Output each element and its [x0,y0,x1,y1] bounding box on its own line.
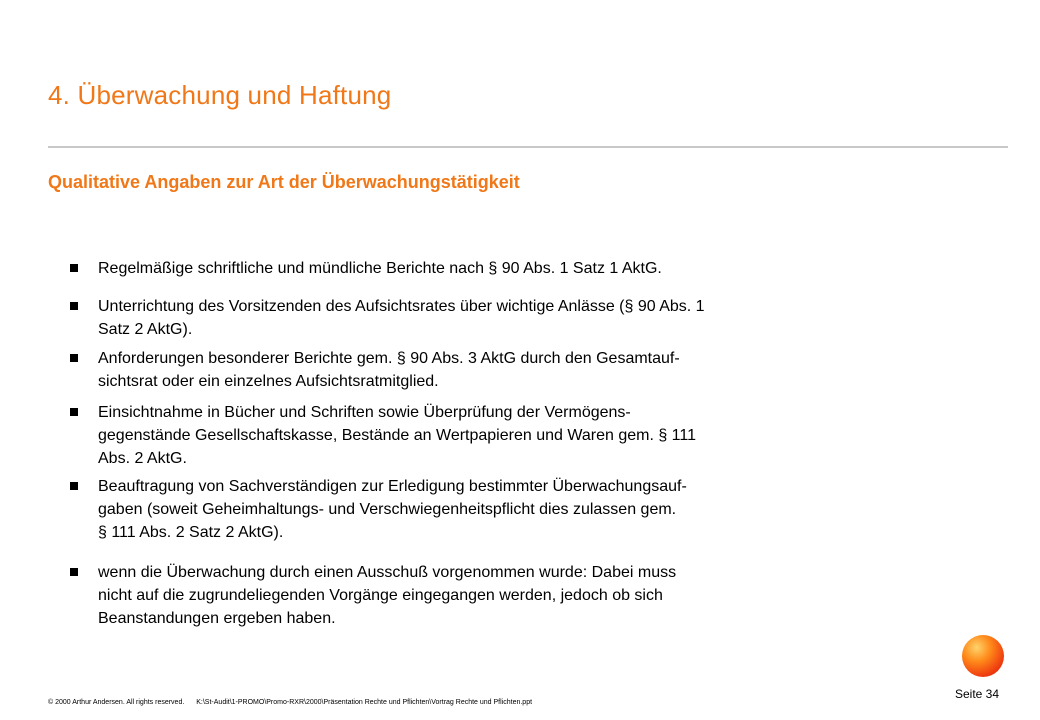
bullet-line: Unterrichtung des Vorsitzenden des Aufsichtsrates über wichtige Anlässe (§ 90 Abs. 1 [98,298,705,315]
bullet-square-icon [70,264,78,272]
page-number: Seite 34 [955,687,1000,701]
file-path-text: K:\St-Audit\1-PROMO\Promo-RXR\2000\Präsentation Rechte und Pflichten\Vortrag Rechte und Pflichten.ppt [196,699,533,706]
bullet-square-icon [70,568,78,576]
bullet-line: § 111 Abs. 2 Satz 2 AktG). [98,524,284,541]
bullet-item [70,295,705,341]
bullet-line: Satz 2 AktG). [98,321,193,338]
slide-title: 4. Überwachung und Haftung [48,80,392,110]
title-divider [48,146,1008,148]
bullet-line: gegenstände Gesellschaftskasse, Bestände an Wertpapieren und Waren gem. § 111 [98,427,696,444]
logo-orb-icon [962,635,1004,677]
bullet-line: Abs. 2 AktG. [98,450,187,467]
bullet-item [70,257,662,280]
bullet-line: nicht auf die zugrundeliegenden Vorgänge eingegangen werden, jedoch ob sich [98,587,663,604]
bullet-line: Einsichtnahme in Bücher und Schriften sowie Überprüfung der Vermögens- [98,404,631,421]
copyright-text: © 2000 Arthur Andersen. All rights reserved. [48,699,185,706]
bullet-square-icon [70,482,78,490]
bullet-line: sichtsrat oder ein einzelnes Aufsichtsratmitglied. [98,373,439,390]
bullet-square-icon [70,408,78,416]
bullet-square-icon [70,354,78,362]
bullet-item [70,561,676,630]
bullet-line: Beauftragung von Sachverständigen zur Erledigung bestimmter Überwachungsauf- [98,478,687,495]
bullet-square-icon [70,302,78,310]
bullet-line: Regelmäßige schriftliche und mündliche Berichte nach § 90 Abs. 1 Satz 1 AktG. [98,260,662,277]
footer [48,699,542,706]
bullet-item [70,347,680,393]
bullet-line: gaben (soweit Geheimhaltungs- und Verschwiegenheitspflicht dies zulassen gem. [98,501,677,518]
bullet-line: wenn die Überwachung durch einen Ausschuß vorgenommen wurde: Dabei muss [98,564,677,581]
bullet-line: Anforderungen besonderer Berichte gem. § 90 Abs. 3 AktG durch den Gesamtauf- [98,350,680,367]
bullet-item [70,401,696,470]
bullet-item [70,475,687,544]
bullet-line: Beanstandungen ergeben haben. [98,610,336,627]
slide-subtitle: Qualitative Angaben zur Art der Überwachungstätigkeit [48,172,520,192]
